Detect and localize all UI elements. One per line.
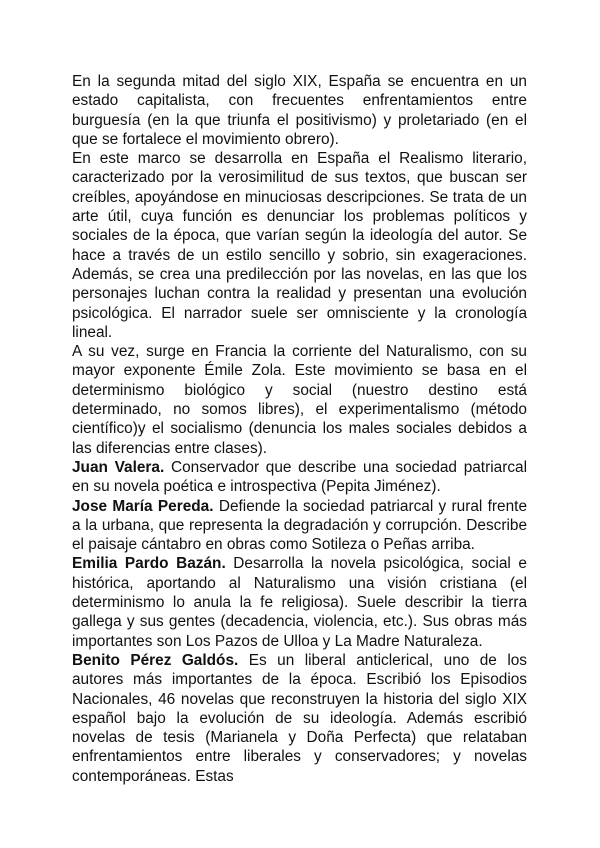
author-description: Desarrolla la novela psicológica, social e histórica, aportando al Naturalismo una visión cristiana (el determinismo lo anula la fe religiosa). Suele describir la tierra gallega y sus gentes (decadencia, violencia, etc.). Sus obras más importantes son Los Pazos de Ulloa y La Madre Naturaleza.: [72, 555, 527, 650]
author-description: Es un liberal anticlerical, uno de los autores más importantes de la época. Escribió los Episodios Nacionales, 46 novelas que reconstruyen la historia del siglo XIX español bajo la evolución de su ideología. Además escribió novelas de tesis (Marianela y Doña Perfecta) que relataban enfrentamientos entre liberales y conservadores; y novelas contemporáneas. Estas: [72, 651, 527, 785]
author-entry-pereda: [72, 497, 527, 555]
author-description: Defiende la sociedad patriarcal y rural frente a la urbana, que representa la degradación y corrupción. Describe el paisaje cántabro en obras como Sotileza o Peñas arriba.: [72, 497, 527, 554]
paragraph-naturalism: A su vez, surge en Francia la corriente del Naturalismo, con su mayor exponente Émile Zola. Este movimiento se basa en el determinismo biológico y social (nuestro destino está determinado, no somos libres), el experimentalismo (método científico)y el socialismo (denuncia los males sociales debidos a las diferencias entre clases).: [72, 343, 527, 457]
author-description: Conservador que describe una sociedad patriarcal en su novela poética e introspectiva (Pepita Jiménez).: [72, 458, 527, 496]
document-page: [72, 72, 527, 786]
paragraph-realism: En este marco se desarrolla en España el Realismo literario, caracterizado por la verosimilitud de sus textos, que buscan ser creíbles, apoyándose en minuciosas descripciones. Se trata de un arte útil, cuya función es denunciar los problemas políticos y sociales de la época, que varían según la ideología del autor. Se hace a través de un estilo sencillo y sobrio, sin exageraciones. Además, se crea una predilección por las novelas, en las que los personajes luchan contra la realidad y presentan una evolución psicológica. El narrador suele ser omnisciente y la cronología lineal.: [72, 150, 527, 341]
author-name: Juan Valera.: [72, 458, 165, 476]
author-name: Benito Pérez Galdós.: [72, 651, 239, 669]
paragraph-context: En la segunda mitad del siglo XIX, España se encuentra en un estado capitalista, con frecuentes enfrentamientos entre burguesía (en la que triunfa el positivismo) y proletariado (en el que se fortalece el movimiento obrero).: [72, 73, 527, 148]
author-entry-valera: [72, 458, 527, 497]
author-entry-pardo-bazan: [72, 554, 527, 650]
author-name: Emilia Pardo Bazán.: [72, 555, 226, 573]
author-name: Jose María Pereda.: [72, 497, 214, 515]
author-entry-galdos: [72, 651, 527, 786]
